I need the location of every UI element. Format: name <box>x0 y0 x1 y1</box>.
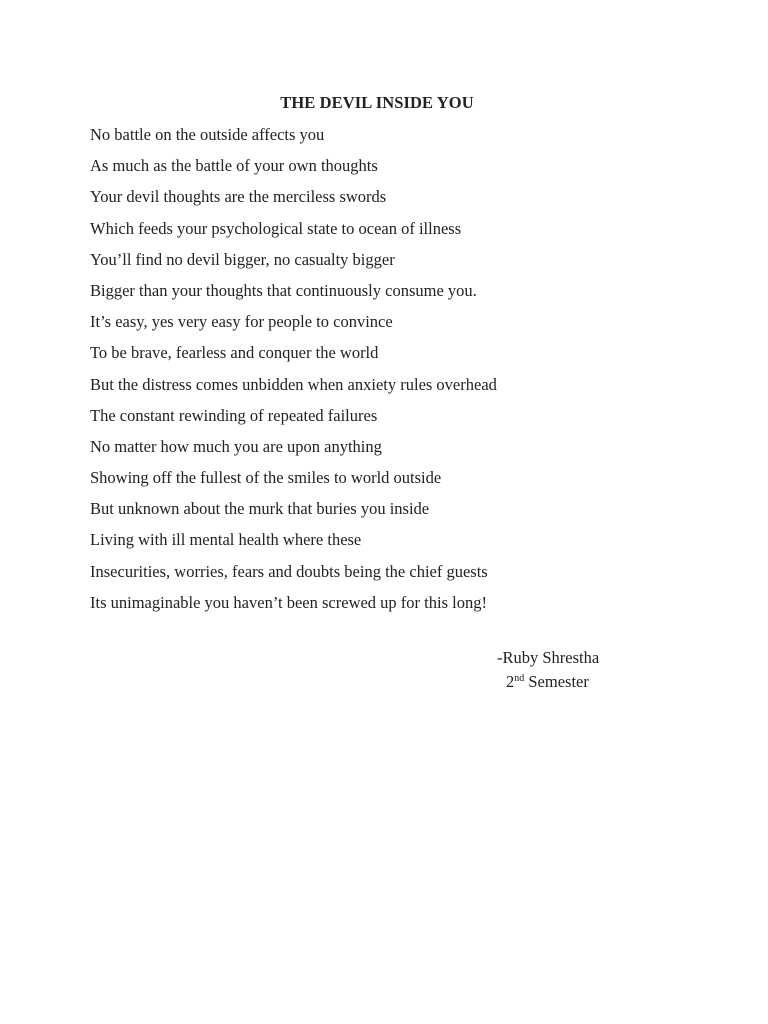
poem-line: No matter how much you are upon anything <box>90 436 382 456</box>
poem-line: No battle on the outside affects you <box>90 125 325 144</box>
poem-line: To be brave, fearless and conquer the world <box>90 343 379 363</box>
poem-line: Your devil thoughts are the merciless swords <box>90 187 387 207</box>
poem-line: Living with ill mental health where these <box>90 530 362 550</box>
poem-line: But the distress comes unbidden when anxiety rules overhead <box>90 374 497 394</box>
poem-line: You’ll find no devil bigger, no casualty bigger <box>90 249 395 269</box>
poem-line: It’s easy, yes very easy for people to convince <box>90 312 393 332</box>
semester-word: Semester <box>524 672 589 691</box>
poem-title: THE DEVIL INSIDE YOU <box>280 93 474 112</box>
author-signature: -Ruby Shrestha <box>497 648 600 667</box>
poem-line: Which feeds your psychological state to ocean of illness <box>90 218 462 238</box>
poem-body <box>90 124 497 623</box>
poem-line: But unknown about the murk that buries you inside <box>90 499 430 519</box>
semester-number: 2 <box>506 672 515 691</box>
semester-label <box>506 672 589 692</box>
poem-line: As much as the battle of your own thoughts <box>90 156 378 176</box>
poem-line: Insecurities, worries, fears and doubts being the chief guests <box>90 561 488 581</box>
poem-line: Showing off the fullest of the smiles to world outside <box>90 468 442 488</box>
poem-line: The constant rewinding of repeated failures <box>90 405 378 425</box>
semester-ordinal-suffix: nd <box>514 673 525 684</box>
poem-line: Its unimaginable you haven’t been screwed up for this long! <box>90 592 487 612</box>
poem-line: Bigger than your thoughts that continuously consume you. <box>90 280 477 300</box>
